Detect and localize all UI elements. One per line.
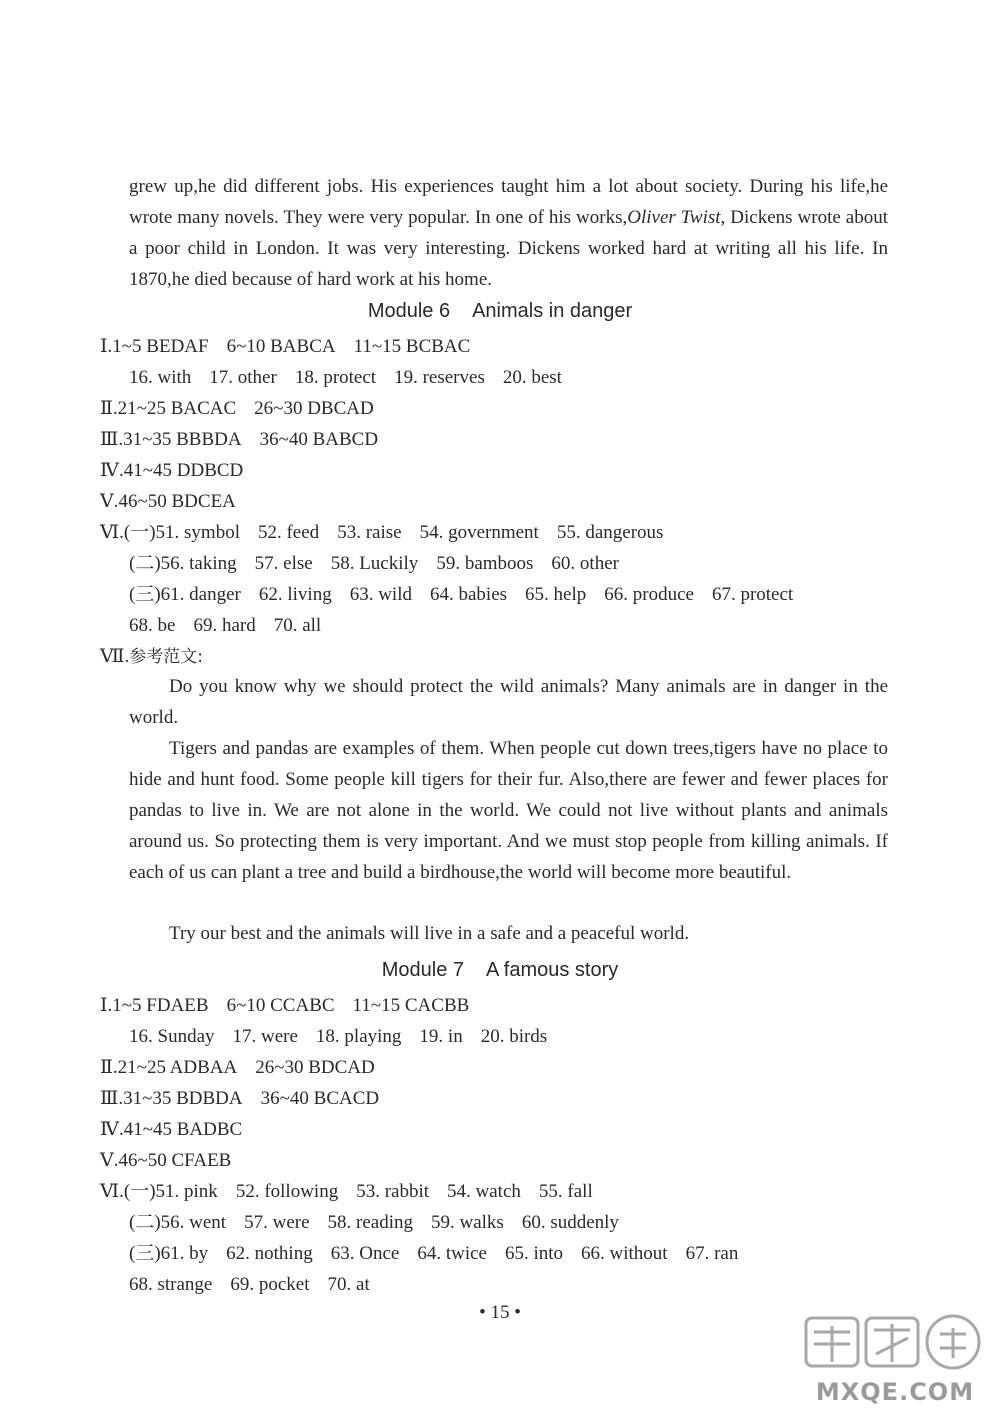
answer: 58. Luckily: [330, 553, 419, 574]
m7-s1-a: 1~5 FDAEB: [112, 995, 209, 1016]
answer: 20. best: [502, 367, 562, 388]
answer: 17. other: [209, 367, 277, 388]
m6-s2-a: 21~25 BACAC: [117, 398, 237, 419]
m6-s1-c: 11~15 BCBAC: [353, 336, 471, 357]
answer: 53. raise: [337, 522, 402, 543]
module7-heading: [0, 957, 1000, 983]
answer: 20. birds: [480, 1026, 548, 1047]
m7-section1-fill: [129, 1025, 547, 1049]
module6-number: Module 6: [367, 300, 451, 322]
m7-s5-a: 46~50 CFAEB: [118, 1150, 232, 1171]
watermark-url: MXQE.COM: [815, 1378, 975, 1406]
m6-s7-title: 参考范文:: [129, 647, 204, 667]
m7-s6-label: Ⅵ.: [100, 1181, 124, 1202]
m6-s7-label: Ⅶ.: [100, 646, 130, 667]
m7-section6-part2: [129, 1211, 619, 1235]
m6-section6-part2: [129, 552, 619, 576]
answer: 70. all: [273, 615, 322, 636]
m6-s2-label: Ⅱ.: [100, 398, 118, 419]
m7-s6-p3-label: (三): [129, 1243, 161, 1264]
m6-section3: [100, 428, 378, 452]
intro-paragraph: [129, 171, 888, 295]
answer: 69. pocket: [230, 1274, 310, 1295]
m7-s6-p2-label: (二): [129, 1212, 161, 1233]
m7-s5-label: Ⅴ.: [100, 1150, 119, 1171]
m7-s2-a: 21~25 ADBAA: [117, 1057, 238, 1078]
m7-s6-p1-label: (一): [123, 1181, 156, 1202]
m6-s3-label: Ⅲ.: [100, 429, 124, 450]
answer: 51. pink: [155, 1181, 218, 1202]
answer: 64. twice: [417, 1243, 487, 1264]
m7-section5: [100, 1149, 231, 1173]
m6-s2-b: 26~30 DBCAD: [254, 398, 374, 419]
m7-section2: [100, 1056, 375, 1080]
answer: 58. reading: [327, 1212, 413, 1233]
answer: 53. rabbit: [356, 1181, 430, 1202]
answer: 63. Once: [330, 1243, 400, 1264]
m6-section6-part3-cont: [129, 614, 321, 638]
answer: 19. reserves: [394, 367, 485, 388]
m7-section6-part3-cont: [129, 1273, 370, 1297]
answer: 56. taking: [160, 553, 237, 574]
answer: 18. protect: [294, 367, 377, 388]
answer: 69. hard: [193, 615, 256, 636]
m7-s2-b: 26~30 BDCAD: [255, 1057, 375, 1078]
m7-section6-part3: [129, 1242, 738, 1266]
m6-section7: [100, 645, 203, 669]
m6-section4: [100, 459, 243, 483]
m7-s1-label: Ⅰ.: [100, 995, 113, 1016]
answer: 18. playing: [315, 1026, 402, 1047]
answer: 52. feed: [257, 522, 320, 543]
answer: 61. by: [160, 1243, 209, 1264]
m6-s5-a: 46~50 BDCEA: [118, 491, 236, 512]
essay-paragraph-2: Tigers and pandas are examples of them. When people cut down trees,tigers have no place to hide and hunt food. Some people kill tigers for their fur. Also,there are fewer and fewer places for pandas to live in. We are not alone in the world. We could not live without plants and animals around us. So protecting them is very important. And we must stop people from killing animals. If each of us can plant a tree and build a birdhouse,the world will become more beautiful.: [129, 738, 888, 883]
answer: 66. produce: [604, 584, 694, 605]
answer: 52. following: [235, 1181, 339, 1202]
answer: 66. without: [581, 1243, 668, 1264]
answer: 61. danger: [160, 584, 241, 605]
m7-section6-part1: [100, 1180, 593, 1204]
m7-s2-label: Ⅱ.: [100, 1057, 118, 1078]
module7-number: Module 7: [381, 959, 464, 981]
answer: 57. else: [254, 553, 313, 574]
m6-s4-a: 41~45 DDBCD: [123, 460, 244, 481]
module6-heading: [0, 298, 1000, 324]
m6-section1: [100, 335, 470, 359]
m7-s1-c: 11~15 CACBB: [352, 995, 470, 1016]
m6-s1-b: 6~10 BABCA: [226, 336, 336, 357]
answer: 60. suddenly: [521, 1212, 619, 1233]
answer: 54. government: [419, 522, 539, 543]
m7-section3: [100, 1087, 379, 1111]
m6-s6-label: Ⅵ.: [100, 522, 124, 543]
answer: 65. into: [504, 1243, 564, 1264]
intro-text: grew up,he did different jobs. His experiences taught him a lot about society. During his life,he wrote many novels. They were very popular. In one of his works,: [129, 176, 888, 228]
answer: 68. be: [129, 615, 176, 636]
answer: 16. with: [129, 367, 192, 388]
watermark-logo: [800, 1312, 990, 1407]
m6-s1-a: 1~5 BEDAF: [112, 336, 209, 357]
m6-s3-b: 36~40 BABCD: [259, 429, 379, 450]
essay-paragraph-1: Do you know why we should protect the wild animals? Many animals are in danger in the world.: [129, 676, 888, 728]
answer: 67. ran: [685, 1243, 739, 1264]
answer: 17. were: [232, 1026, 298, 1047]
m6-section1-fill: [129, 366, 562, 390]
answer: 63. wild: [349, 584, 412, 605]
m6-s6-p1-label: (一): [123, 522, 156, 543]
intro-text-rest: , Dickens wrote about a poor child in London. It was very interesting. Dickens worked hard at writing all his life. In 1870,he died because of hard work at his home.: [129, 207, 888, 290]
answer: 68. strange: [129, 1274, 213, 1295]
m7-section4: [100, 1118, 242, 1142]
module6-title: Animals in danger: [472, 300, 633, 322]
answer: 62. living: [258, 584, 332, 605]
answer: 51. symbol: [155, 522, 240, 543]
book-title: Oliver Twist: [627, 207, 721, 228]
answer: 59. walks: [431, 1212, 504, 1233]
answer: 56. went: [160, 1212, 227, 1233]
m7-section1: [100, 994, 469, 1018]
essay-paragraph-3: Try our best and the animals will live in a safe and a peaceful world.: [169, 923, 690, 944]
m6-s6-p3-label: (三): [129, 584, 161, 605]
m6-s5-label: Ⅴ.: [100, 491, 119, 512]
m7-s3-label: Ⅲ.: [100, 1088, 124, 1109]
page-number: • 15 •: [479, 1302, 521, 1323]
answer: 54. watch: [447, 1181, 521, 1202]
answer: 55. fall: [538, 1181, 593, 1202]
answer: 57. were: [244, 1212, 310, 1233]
answer: 70. at: [327, 1274, 370, 1295]
m6-section5: [100, 490, 236, 514]
m6-s4-label: Ⅳ.: [100, 460, 124, 481]
answer: 62. nothing: [226, 1243, 313, 1264]
answer: 55. dangerous: [556, 522, 664, 543]
m7-s4-a: 41~45 BADBC: [123, 1119, 243, 1140]
answer: 67. protect: [711, 584, 794, 605]
m6-s6-p2-label: (二): [129, 553, 161, 574]
answer: 19. in: [419, 1026, 463, 1047]
answer: 59. bamboos: [436, 553, 534, 574]
m6-section6-part1: [100, 521, 663, 545]
m7-s3-b: 36~40 BCACD: [260, 1088, 380, 1109]
m7-s1-b: 6~10 CCABC: [226, 995, 335, 1016]
m7-s3-a: 31~35 BDBDA: [123, 1088, 243, 1109]
answer: 65. help: [525, 584, 587, 605]
m6-s3-a: 31~35 BBBDA: [123, 429, 242, 450]
answer: 64. babies: [429, 584, 508, 605]
watermark-glyphs: [806, 1316, 979, 1368]
m6-section6-part3: [129, 583, 793, 607]
answer: 16. Sunday: [129, 1026, 215, 1047]
module7-title: A famous story: [486, 959, 619, 981]
m6-s1-label: Ⅰ.: [100, 336, 113, 357]
answer: 60. other: [551, 553, 619, 574]
m6-section2: [100, 397, 374, 421]
m7-s4-label: Ⅳ.: [100, 1119, 124, 1140]
